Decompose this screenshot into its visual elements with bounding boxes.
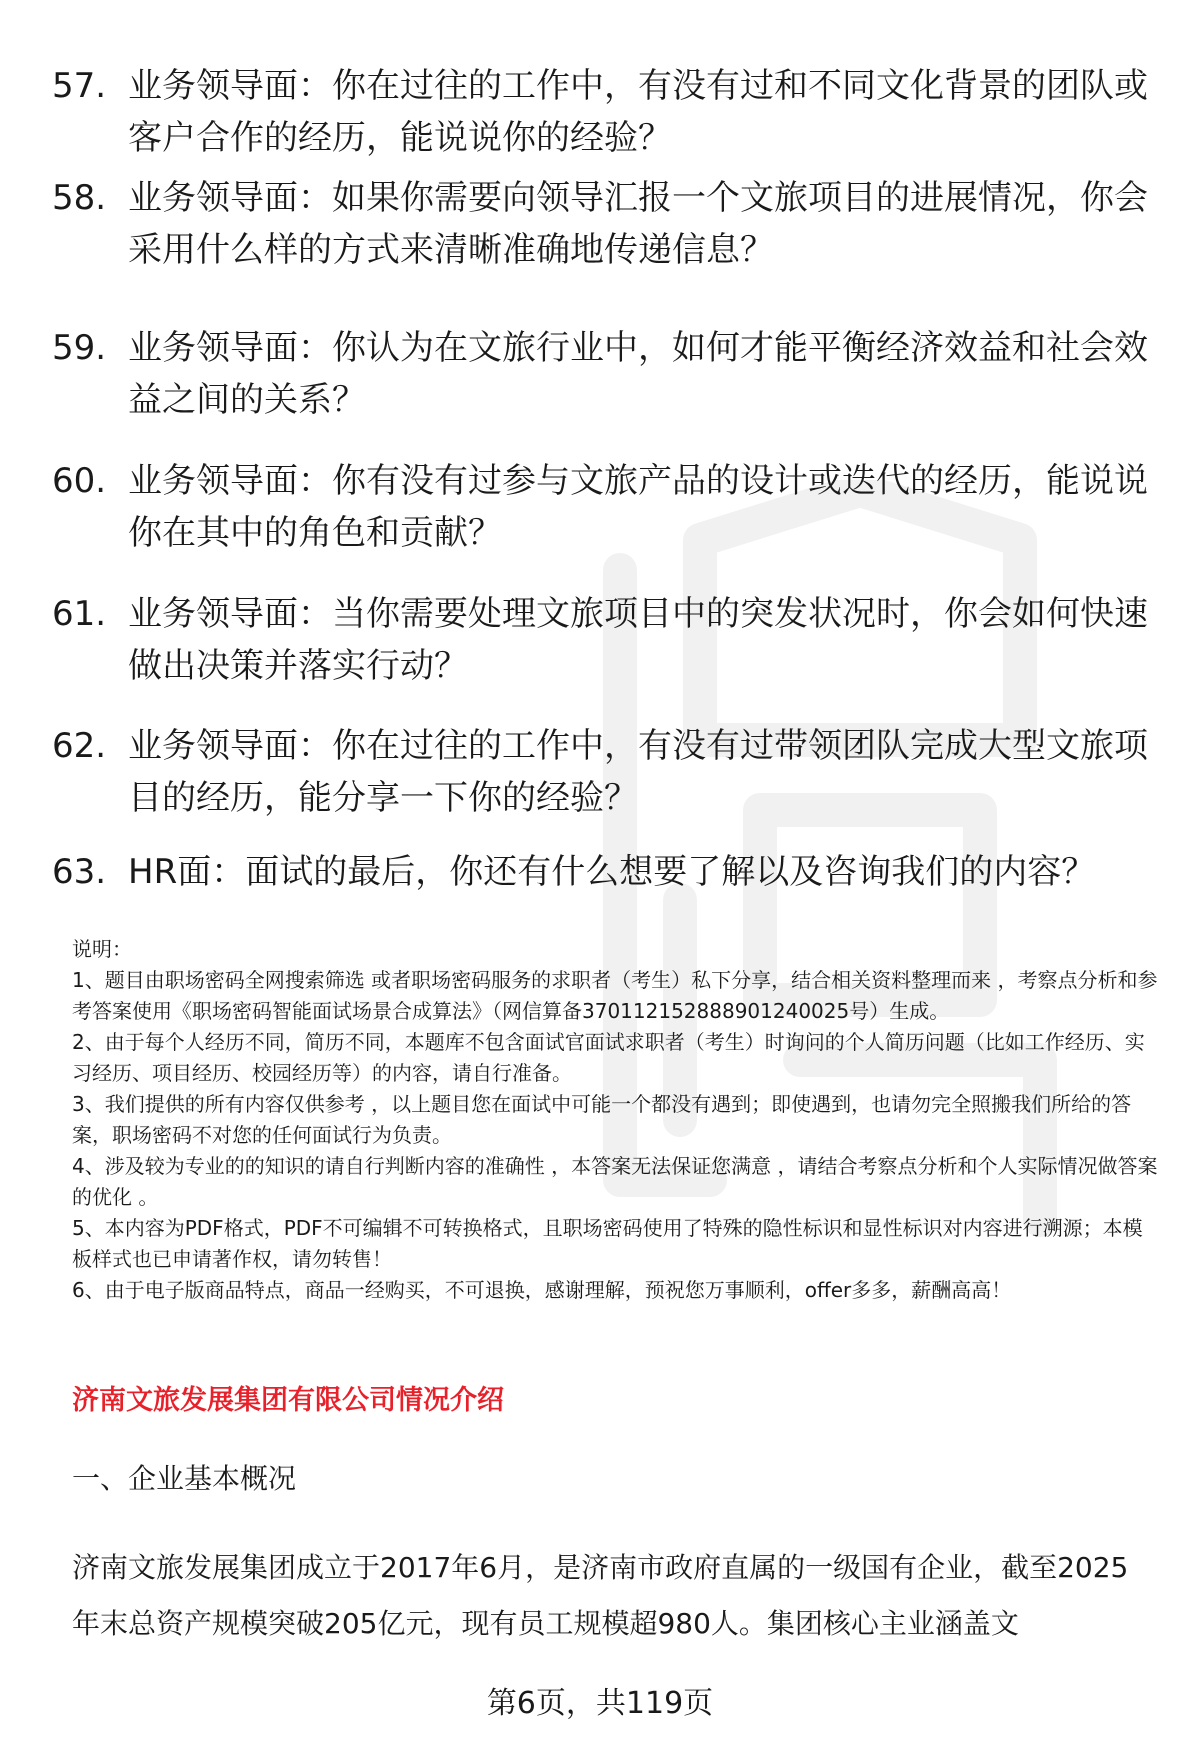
note-item: 6、由于电子版商品特点，商品一经购买，不可退换，感谢理解，预祝您万事顺利，offer多多，薪酬高高！ [72,1278,1012,1302]
question-item [52,172,1162,276]
question-text: 业务领导面：你有没有过参与文旅产品的设计或迭代的经历，能说说你在其中的角色和贡献？ [128,461,1148,553]
question-item [52,846,1162,898]
subheading: 一、企业基本概况 [72,1462,297,1495]
question-text: 业务领导面：当你需要处理文旅项目中的突发状况时，你会如何快速做出决策并落实行动？ [128,594,1148,686]
question-item [52,588,1162,692]
question-item [52,60,1162,164]
question-item [52,720,1162,824]
question-item [52,455,1162,559]
question-text: 业务领导面：你在过往的工作中，有没有过和不同文化背景的团队或客户合作的经历，能说说你的经验？ [128,66,1148,158]
disclaimer-notes [72,934,1162,1306]
question-text: HR面：面试的最后，你还有什么想要了解以及咨询我们的内容？ [128,852,1096,892]
section-title: 济南文旅发展集团有限公司情况介绍 [72,1385,504,1416]
question-item [52,322,1162,426]
question-number: 58. [52,178,107,218]
question-number: 63. [52,852,107,892]
note-item: 1、题目由职场密码全网搜索筛选 或者职场密码服务的求职者（考生）私下分享，结合相关资料整理而来 ，考察点分析和参考答案使用《职场密码智能面试场景合成算法》（网信算备370112152888901240025号）生成。 [72,968,1158,1023]
question-text: 业务领导面：如果你需要向领导汇报一个文旅项目的进展情况，你会采用什么样的方式来清晰准确地传递信息？ [128,178,1148,270]
question-text: 业务领导面：你认为在文旅行业中，如何才能平衡经济效益和社会效益之间的关系？ [128,328,1148,420]
note-item: 3、我们提供的所有内容仅供参考 ，以上题目您在面试中可能一个都没有遇到；即使遇到，也请勿完全照搬我们所给的答案，职场密码不对您的任何面试行为负责。 [72,1092,1132,1147]
question-number: 61. [52,594,107,634]
question-number: 57. [52,66,107,106]
question-number: 59. [52,328,107,368]
note-item: 2、由于每个人经历不同，简历不同，本题库不包含面试官面试求职者（考生）时询问的个人简历问题（比如工作经历、实习经历、项目经历、校园经历等）的内容，请自行准备。 [72,1030,1145,1085]
question-number: 60. [52,461,107,501]
page-number-footer: 第6页，共119页 [486,1686,714,1721]
note-item: 5、本内容为PDF格式，PDF不可编辑不可转换格式，且职场密码使用了特殊的隐性标识和显性标识对内容进行溯源；本模板样式也已申请著作权，请勿转售！ [72,1216,1143,1271]
body-paragraph: 济南文旅发展集团成立于2017年6月，是济南市政府直属的一级国有企业，截至2025年末总资产规模突破205亿元，现有员工规模超980人。集团核心主业涵盖文 [72,1551,1129,1640]
notes-heading: 说明： [72,937,132,961]
question-text: 业务领导面：你在过往的工作中，有没有过带领团队完成大型文旅项目的经历，能分享一下你的经验？ [128,726,1148,818]
question-number: 62. [52,726,107,766]
note-item: 4、涉及较为专业的的知识的请自行判断内容的准确性 ，本答案无法保证您满意 ，请结合考察点分析和个人实际情况做答案的优化 。 [72,1154,1158,1209]
